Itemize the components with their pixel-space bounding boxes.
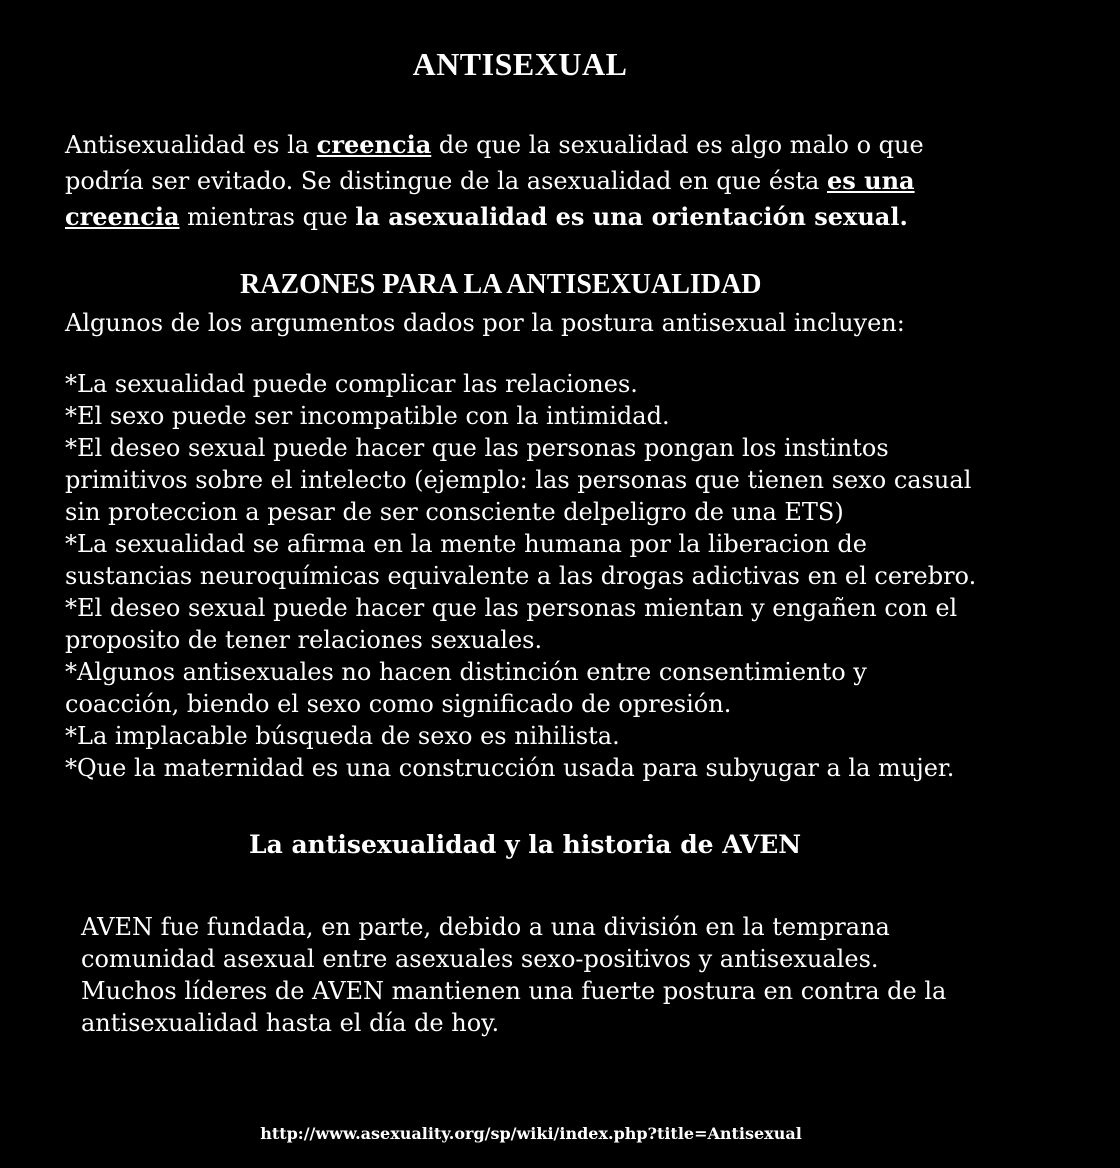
list-line: *La sexualidad puede complicar las relaciones.	[65, 370, 638, 398]
intro-line-1	[65, 127, 924, 163]
list-line: *Algunos antisexuales no hacen distinción entre consentimiento y	[65, 658, 867, 686]
aven-paragraph	[81, 911, 946, 1039]
orientation-emphasis: la asexualidad es una orientación sexual.	[355, 202, 908, 231]
list-line: *El sexo puede ser incompatible con la intimidad.	[65, 402, 670, 430]
aven-line: comunidad asexual entre asexuales sexo-positivos y antisexuales.	[81, 945, 879, 973]
list-line: proposito de tener relaciones sexuales.	[65, 626, 543, 654]
aven-line: antisexualidad hasta el día de hoy.	[81, 1009, 500, 1037]
list-line: sustancias neuroquímicas equivalente a las drogas adictivas en el cerebro.	[65, 562, 977, 590]
razones-lead: Algunos de los argumentos dados por la postura antisexual incluyen:	[65, 309, 905, 337]
source-url: http://www.asexuality.org/sp/wiki/index.php?title=Antisexual	[260, 1124, 802, 1143]
intro-line-2	[65, 163, 924, 199]
list-line: *El deseo sexual puede hacer que las personas pongan los instintos	[65, 434, 889, 462]
creencia-emphasis: creencia	[316, 130, 432, 159]
list-line: coacción, biendo el sexo como significado de opresión.	[65, 690, 732, 718]
aven-line: Muchos líderes de AVEN mantienen una fuerte postura en contra de la	[81, 977, 947, 1005]
aven-line: AVEN fue fundada, en parte, debido a una división en la temprana	[81, 913, 890, 941]
list-line: *Que la maternidad es una construcción usada para subyugar a la mujer.	[65, 754, 955, 782]
list-line: *La sexualidad se afirma en la mente humana por la liberacion de	[65, 530, 867, 558]
page-title: ANTISEXUAL	[412, 46, 628, 82]
intro-text: Antisexualidad es la	[65, 131, 317, 159]
list-line: primitivos sobre el intelecto (ejemplo: las personas que tienen sexo casual	[65, 466, 972, 494]
list-line: *La implacable búsqueda de sexo es nihilista.	[65, 722, 620, 750]
intro-text: de que la sexualidad es algo malo o que	[431, 131, 924, 159]
intro-paragraph	[65, 127, 924, 235]
aven-heading: La antisexualidad y la historia de AVEN	[249, 830, 802, 859]
es-una-emphasis: es una	[826, 166, 915, 195]
list-line: sin proteccion a pesar de ser consciente delpeligro de una ETS)	[65, 498, 844, 526]
list-line: *El deseo sexual puede hacer que las personas mientan y engañen con el	[65, 594, 958, 622]
intro-text: mientras que	[179, 203, 356, 231]
razones-heading: RAZONES PARA LA ANTISEXUALIDAD	[240, 269, 762, 300]
intro-text: podría ser evitado. Se distingue de la asexualidad en que ésta	[65, 167, 827, 195]
intro-line-3	[65, 199, 924, 235]
creencia-emphasis-2: creencia	[65, 202, 180, 231]
razones-list	[65, 368, 976, 784]
